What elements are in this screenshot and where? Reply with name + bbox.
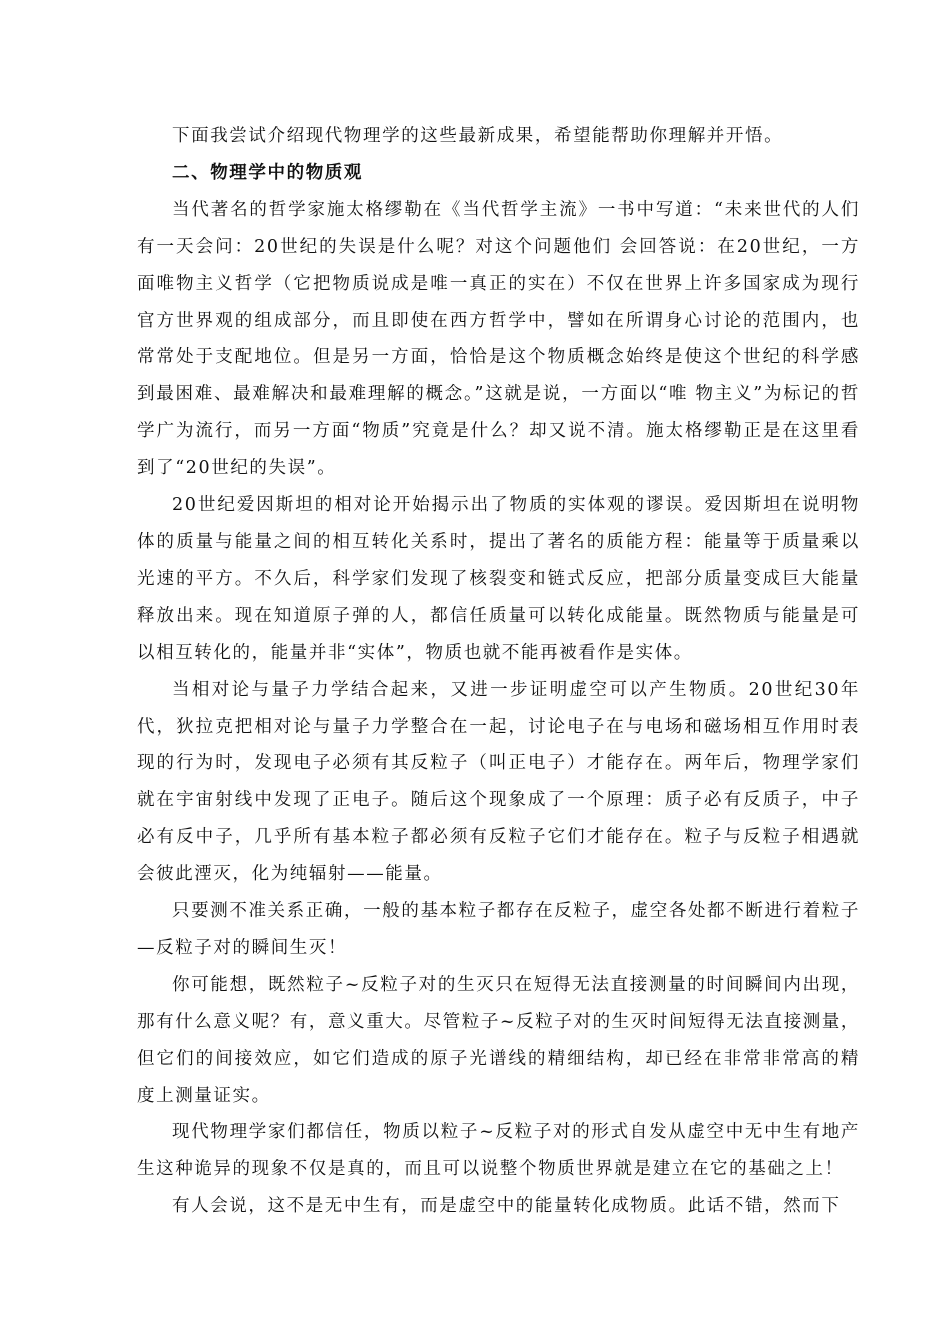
paragraph-philosophy: 当代著名的哲学家施太格缪勒在《当代哲学主流》一书中写道：“未来世代的人们有一天会问：20世纪的失误是什么呢？对这个问题他们 会回答说：在20世纪，一方面唯物主义哲学（它把物质说成是唯一真正的实在）不仅在世界上许多国家成为现行官方世界观的组成部分，而且即使在西方哲学中，譬如在所谓身心讨论的范围内，也常常处于支配地位。但是另一方面，恰恰是这个物质概念始终是使这个世纪的科学感到最困难、最难解决和最难理解的概念。”这就是说，一方面以“唯 物主义”为标记的哲学广为流行，而另一方面“物质”究竟是什么？却又说不清。施太格缪勒正是在这里看到了“20世纪的失误”。 [137,199,860,479]
paragraph-significance: 你可能想，既然粒子~反粒子对的生灭只在短得无法直接测量的时间瞬间内出现，那有什么意义呢？有，意义重大。尽管粒子~反粒子对的生灭时间短得无法直接测量，但它们的间接效应，如它们造成的原子光谱线的精细结构，却已经在非常非常高的精度上测量证实。 [137,974,860,1106]
paragraph-relativity: 20世纪爱因斯坦的相对论开始揭示出了物质的实体观的谬误。爱因斯坦在说明物体的质量与能量之间的相互转化关系时，提出了著名的质能方程：能量等于质量乘以光速的平方。不久后，科学家们发现了核裂变和链式反应，把部分质量变成巨大能量释放出来。现在知道原子弹的人，都信任质量可以转化成能量。既然物质与能量是可以相互转化的，能量并非“实体”，物质也就不能再被看作是实体。 [137,495,860,663]
paragraph-antiparticles: 当相对论与量子力学结合起来，又进一步证明虚空可以产生物质。20世纪30年代，狄拉克把相对论与量子力学整合在一起，讨论电子在与电场和磁场相互作用时表现的行为时，发现电子必须有其反粒子（叫正电子）才能存在。两年后，物理学家们就在宇宙射线中发现了正电子。随后这个现象成了一个原理：质子必有反质子，中子必有反中子，几乎所有基本粒子都必须有反粒子它们才能存在。粒子与反粒子相遇就会彼此湮灭，化为纯辐射——能量。 [137,679,860,885]
paragraph-belief: 现代物理学家们都信任，物质以粒子~反粒子对的形式自发从虚空中无中生有地产生这种诡异的现象不仅是真的，而且可以说整个物质世界就是建立在它的基础之上！ [137,1122,860,1180]
section-heading: 二、物理学中的物质观 [172,162,363,183]
paragraph-energy: 有人会说，这不是无中生有，而是虚空中的能量转化成物质。此话不错，然而下 [172,1196,841,1217]
intro-paragraph: 下面我尝试介绍现代物理学的这些最新成果，希望能帮助你理解并开悟。 [172,126,784,146]
document-body [137,118,860,1225]
paragraph-uncertainty: 只要测不准关系正确，一般的基本粒子都存在反粒子，虚空各处都不断进行着粒子—反粒子对的瞬间生灭！ [137,901,860,958]
